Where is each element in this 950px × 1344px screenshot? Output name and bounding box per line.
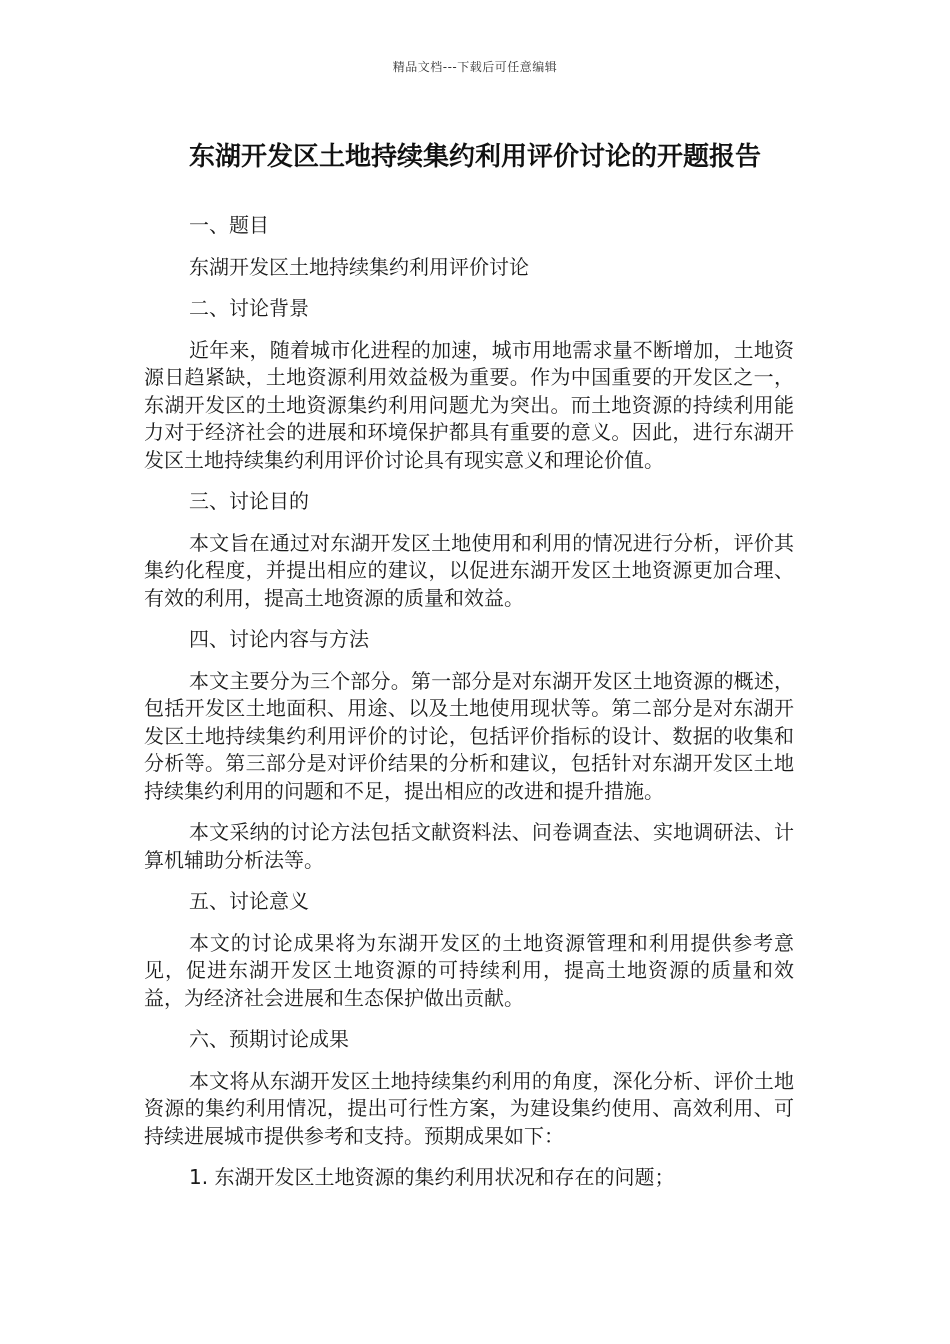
page-title: 东湖开发区土地持续集约利用评价讨论的开题报告 <box>188 142 761 172</box>
section-heading-content-method: 四、讨论内容与方法 <box>189 627 369 651</box>
document-body <box>144 212 794 1206</box>
paragraph-topic: 东湖开发区土地持续集约利用评价讨论 <box>189 254 529 279</box>
section-heading-background: 二、讨论背景 <box>189 296 309 320</box>
section-heading-purpose: 三、讨论目的 <box>189 489 309 513</box>
paragraph-purpose: 本文旨在通过对东湖开发区土地使用和利用的情况进行分析，评价其集约化程度，并提出相应的建议，以促进东湖开发区土地资源更加合理、有效的利用，提高土地资源的质量和效益。 <box>144 530 794 610</box>
section-heading-expected-results: 六、预期讨论成果 <box>189 1027 349 1051</box>
paragraph-content: 本文主要分为三个部分。第一部分是对东湖开发区土地资源的概述，包括开发区土地面积、用途、以及土地使用现状等。第二部分是对东湖开发区土地持续集约利用评价的讨论，包括评价指标的设计、数据的收集和分析等。第三部分是对评价结果的分析和建议，包括针对东湖开发区土地持续集约利用的问题和不足，提出相应的改进和提升措施。 <box>144 668 794 803</box>
list-item: 1. 东湖开发区土地资源的集约利用状况和存在的问题； <box>189 1165 675 1189</box>
paragraph-expected-results: 本文将从东湖开发区土地持续集约利用的角度，深化分析、评价土地资源的集约利用情况，提出可行性方案，为建设集约使用、高效利用、可持续进展城市提供参考和支持。预期成果如下： <box>144 1068 794 1148</box>
paragraph-background: 近年来，随着城市化进程的加速，城市用地需求量不断增加，土地资源日趋紧缺，土地资源利用效益极为重要。作为中国重要的开发区之一，东湖开发区的土地资源集约利用问题尤为突出。而土地资源的持续利用能力对于经济社会的进展和环境保护都具有重要的意义。因此，进行东湖开发区土地持续集约利用评价讨论具有现实意义和理论价值。 <box>144 337 794 472</box>
section-heading-significance: 五、讨论意义 <box>189 889 309 913</box>
header-watermark: 精品文档---下载后可任意编辑 <box>392 60 558 74</box>
paragraph-significance: 本文的讨论成果将为东湖开发区的土地资源管理和利用提供参考意见，促进东湖开发区土地资源的可持续利用，提高土地资源的质量和效益，为经济社会进展和生态保护做出贡献。 <box>144 930 794 1010</box>
paragraph-method: 本文采纳的讨论方法包括文献资料法、问卷调查法、实地调研法、计算机辅助分析法等。 <box>144 820 794 872</box>
section-heading-topic: 一、题目 <box>189 213 269 237</box>
